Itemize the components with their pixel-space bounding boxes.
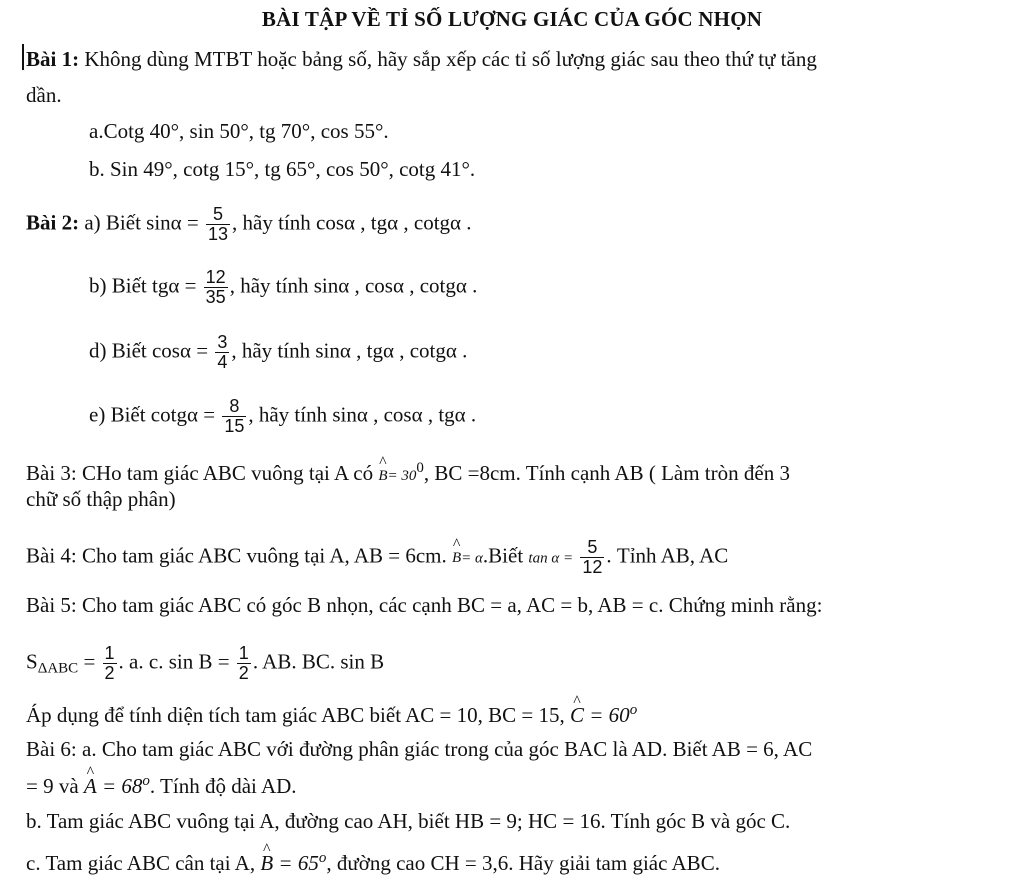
bai2-item-d	[89, 333, 467, 372]
bai5-apply-pre: Áp dụng để tính diện tích tam giác ABC biết AC = 10, BC = 15,	[26, 703, 570, 727]
bai4-eq: = α	[461, 550, 483, 567]
bai5-denominator-1: 2	[104, 663, 115, 683]
bai2-item-e	[89, 397, 476, 436]
bai4-numerator: 5	[580, 538, 604, 558]
bai6-c-post: , đường cao CH = 3,6. Hãy giải tam giác ABC.	[326, 851, 720, 875]
bai6-line2	[26, 768, 297, 799]
bai5-fraction-2	[237, 644, 251, 683]
bai5-apply-post: = 60	[584, 703, 630, 727]
bai5-eq1: =	[78, 649, 101, 674]
bai5-end: . AB. BC. sin B	[252, 649, 385, 674]
bai5-s: S	[26, 649, 38, 674]
bai4-pre: Bài 4: Cho tam giác ABC vuông tại A, AB = 6cm.	[26, 543, 447, 568]
bai6-a2-pre: = 9 và	[26, 774, 84, 798]
bai2-label: Bài 2:	[26, 210, 80, 235]
bai4-line	[26, 538, 728, 577]
bai2-b-numerator: 12	[205, 267, 226, 287]
bai2-a-numerator: 5	[206, 205, 230, 225]
bai6-c-pre: c. Tam giác ABC cân tại A,	[26, 851, 261, 875]
bai4-denominator: 12	[582, 557, 603, 577]
bai2-item-b	[89, 268, 477, 307]
bai2-d-post: , hãy tính sinα , tgα , cotgα .	[231, 338, 468, 363]
bai4-mid: .Biết	[482, 543, 524, 568]
bai6-a2-degree: o	[142, 773, 150, 789]
bai2-e-denominator: 15	[224, 416, 245, 436]
bai6-item-b: b. Tam giác ABC vuông tại A, đường cao AH, biết HB = 9; HC = 16. Tính góc B và góc C.	[26, 809, 791, 833]
bai2-e-numerator: 8	[222, 397, 246, 417]
bai2-a-post: , hãy tính cosα , tgα , cotgα .	[232, 210, 472, 235]
bai3-angle-b: ^ B	[378, 463, 387, 489]
bai2-a-pre: a) Biết sinα =	[79, 210, 199, 235]
bai5-angle-c: ^ C	[570, 702, 584, 728]
bai5-line1: Bài 5: Cho tam giác ABC có góc B nhọn, các cạnh BC = a, AC = b, AB = c. Chứng minh rằng:	[26, 593, 823, 617]
bai6-line1: Bài 6: a. Cho tam giác ABC với đường phân giác trong của góc BAC là AD. Biết AB = 6, AC	[26, 737, 813, 761]
bai4-fraction	[580, 538, 604, 577]
bai5-denominator-2: 2	[238, 663, 249, 683]
bai5-formula	[26, 644, 384, 683]
bai2-e-pre: e) Biết cotgα =	[89, 402, 216, 427]
bai1-item-a: a.Cotg 40°, sin 50°, tg 70°, cos 55°.	[89, 119, 389, 143]
bai2-b-denominator: 35	[205, 287, 226, 307]
page-title: BÀI TẬP VỀ TỈ SỐ LƯỢNG GIÁC CỦA GÓC NHỌN	[261, 7, 763, 31]
bai2-e-post: , hãy tính sinα , cosα , tgα .	[248, 402, 477, 427]
bai3-line1	[26, 455, 790, 489]
bai2-b-fraction	[204, 268, 228, 307]
bai3-pre: Bài 3: CHo tam giác ABC vuông tại A có	[26, 461, 374, 485]
bai2-item-a	[26, 205, 472, 244]
bai5-numerator-1: 1	[104, 643, 115, 663]
bai6-a2-eq: = 68	[96, 774, 143, 798]
bai2-b-pre: b) Biết tgα =	[89, 273, 197, 298]
bai6-angle-b: ^ B	[260, 850, 273, 876]
bai3-post: , BC =8cm. Tính cạnh AB ( Làm tròn đến 3	[423, 461, 790, 485]
bai2-d-fraction	[215, 333, 229, 372]
bai5-apply	[26, 697, 637, 728]
bai6-angle-a: ^ A	[84, 773, 97, 799]
bai6-item-c	[26, 845, 720, 876]
bai1-label: Bài 1:	[26, 47, 80, 71]
bai4-angle-b: ^ B	[452, 545, 461, 571]
bai2-d-denominator: 4	[217, 352, 228, 372]
bai2-a-fraction	[206, 205, 230, 244]
bai6-c-eq: = 65	[273, 851, 319, 875]
bai1-line2: dần.	[26, 83, 62, 107]
bai2-e-fraction	[222, 397, 246, 436]
bai4-tan: tan α =	[528, 550, 574, 567]
bai2-d-numerator: 3	[217, 332, 228, 352]
bai4-post: . Tỉnh AB, AC	[606, 543, 729, 568]
text-cursor	[22, 44, 24, 70]
bai3-eq: = 30	[387, 468, 417, 484]
bai1-line1	[26, 46, 817, 72]
bai5-fraction-1	[103, 644, 117, 683]
bai6-a2-post: . Tính độ dài AD.	[149, 774, 297, 798]
bai3-degree: 0	[416, 460, 424, 476]
bai5-mid: . a. c. sin B =	[118, 649, 235, 674]
bai5-s-sub: ΔABC	[37, 660, 79, 677]
bai3-line2: chữ số thập phân)	[26, 487, 176, 511]
bai5-numerator-2: 1	[238, 643, 249, 663]
bai1-item-b: b. Sin 49°, cotg 15°, tg 65°, cos 50°, cotg 41°.	[89, 157, 476, 181]
bai1-text1: Không dùng MTBT hoặc bảng số, hãy sắp xếp các tỉ số lượng giác sau theo thứ tự tăng	[79, 47, 817, 71]
bai5-apply-degree: o	[629, 702, 638, 718]
bai6-c-degree: o	[318, 850, 327, 866]
bai2-b-post: , hãy tính sinα , cosα , cotgα .	[229, 273, 478, 298]
bai2-a-denominator: 13	[208, 224, 229, 244]
bai2-d-pre: d) Biết cosα =	[89, 338, 209, 363]
